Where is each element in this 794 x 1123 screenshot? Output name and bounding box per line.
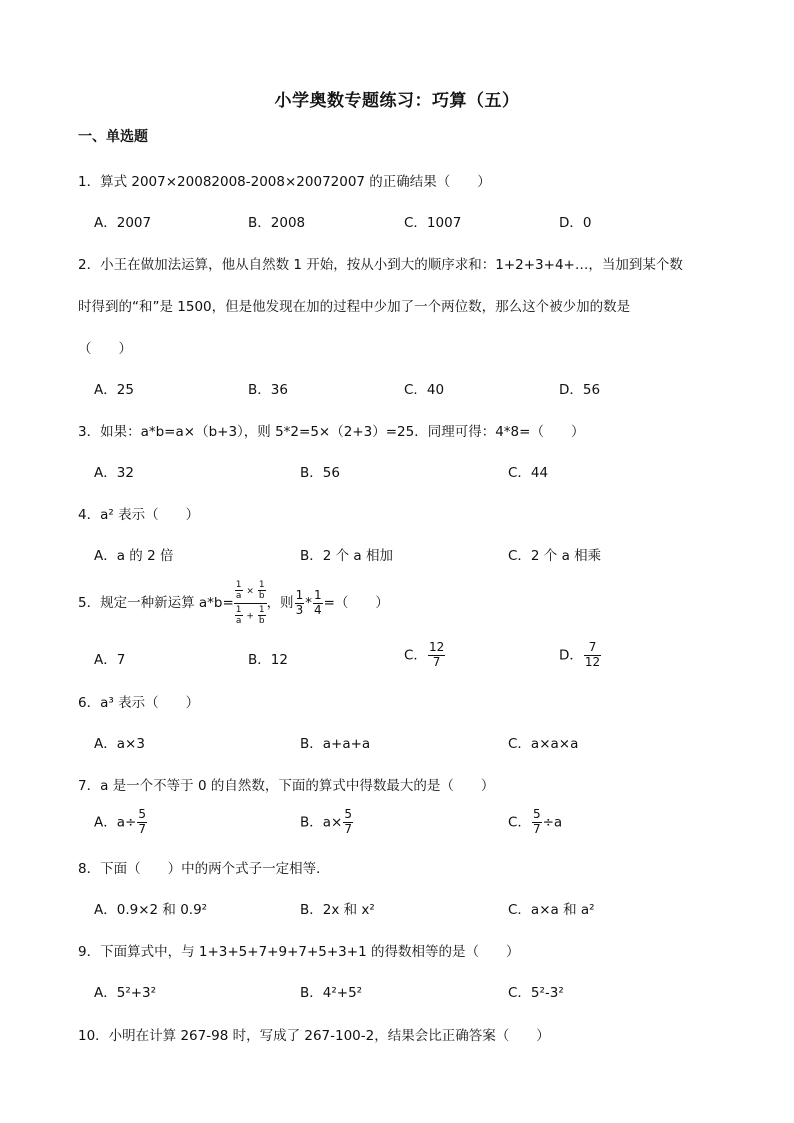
- q5-fraction-one-third: $\frac{1}{3}$: [295, 587, 304, 617]
- q8-option-c[interactable]: C．a×a 和 a²: [508, 902, 595, 918]
- question-1: 1．算式 2007×20082008-2008×20072007 的正确结果（ ）: [78, 174, 491, 190]
- question-10: 10．小明在计算 267-98 时，写成了 267-100-2，结果会比正确答案（ ）: [78, 1028, 550, 1044]
- q5-definition-fraction: $\frac{1}{a}$ × $\frac{1}{b}$ $\frac{1}{a}$ + $\frac{1}{b}$: [235, 580, 265, 627]
- question-2-line-1: 2．小王在做加法运算，他从自然数 1 开始，按从小到大的顺序求和：1+2+3+4+…，当加到某个数: [78, 257, 683, 273]
- q9-option-b[interactable]: B．4²+5²: [300, 985, 363, 1001]
- question-7: 7．a 是一个不等于 0 的自然数，下面的算式中得数最大的是（ ）: [78, 778, 495, 794]
- q5-option-c[interactable]: C． $\frac{12}{7}$: [404, 640, 445, 669]
- q5-suffix: =（ ）: [323, 595, 389, 612]
- section-heading: 一、单选题: [78, 129, 148, 145]
- q2-option-b[interactable]: B．36: [248, 382, 288, 398]
- q2-option-d[interactable]: D．56: [559, 382, 601, 398]
- q9-option-c[interactable]: C．5²-3²: [508, 985, 564, 1001]
- q5-fraction-one-fourth: $\frac{1}{4}$: [313, 587, 322, 617]
- q9-option-a[interactable]: A．5²+3²: [94, 985, 157, 1001]
- q4-option-a[interactable]: A．a 的 2 倍: [94, 548, 174, 564]
- q4-option-b[interactable]: B．2 个 a 相加: [300, 548, 393, 564]
- q5-prefix: 5．规定一种新运算 a*b=: [78, 595, 234, 612]
- q6-option-c[interactable]: C．a×a×a: [508, 736, 579, 752]
- q1-option-b[interactable]: B．2008: [248, 215, 306, 231]
- q3-option-b[interactable]: B．56: [300, 465, 340, 481]
- q5-option-b[interactable]: B．12: [248, 652, 288, 668]
- question-2-line-3: （ ）: [78, 341, 132, 357]
- q6-option-a[interactable]: A．a×3: [94, 736, 145, 752]
- q4-option-c[interactable]: C．2 个 a 相乘: [508, 548, 602, 564]
- question-5: [78, 580, 389, 626]
- q5-option-a[interactable]: A．7: [94, 652, 126, 668]
- q5-mid: ，则: [266, 595, 294, 612]
- q7-option-a[interactable]: A．a÷ $\frac{5}{7}$: [94, 807, 146, 836]
- q5-star: *: [305, 595, 312, 612]
- q6-option-b[interactable]: B．a+a+a: [300, 736, 371, 752]
- q8-option-a[interactable]: A．0.9×2 和 0.9²: [94, 902, 208, 918]
- q1-option-d[interactable]: D．0: [559, 215, 592, 231]
- question-8: 8．下面（ ）中的两个式子一定相等．: [78, 861, 330, 877]
- q8-option-b[interactable]: B．2x 和 x²: [300, 902, 375, 918]
- q1-option-a[interactable]: A．2007: [94, 215, 152, 231]
- q3-option-c[interactable]: C．44: [508, 465, 549, 481]
- q2-option-c[interactable]: C．40: [404, 382, 445, 398]
- q7-option-b[interactable]: B．a× $\frac{5}{7}$: [300, 807, 352, 836]
- question-6: 6．a³ 表示（ ）: [78, 695, 200, 711]
- q1-option-c[interactable]: C．1007: [404, 215, 462, 231]
- q5-option-d[interactable]: D． $\frac{7}{12}$: [559, 640, 601, 669]
- question-9: 9．下面算式中，与 1+3+5+7+9+7+5+3+1 的得数相等的是（ ）: [78, 944, 520, 960]
- q3-option-a[interactable]: A．32: [94, 465, 134, 481]
- page-title: 小学奥数专题练习：巧算（五）: [274, 91, 520, 111]
- q7-option-c[interactable]: C． $\frac{5}{7}$ ÷a: [508, 807, 563, 836]
- question-4: 4．a² 表示（ ）: [78, 507, 200, 523]
- q2-option-a[interactable]: A．25: [94, 382, 134, 398]
- question-2-line-2: 时得到的“和”是 1500，但是他发现在加的过程中少加了一个两位数，那么这个被少加的数是: [78, 299, 631, 315]
- question-3: 3．如果：a*b=a×（b+3），则 5*2=5×（2+3）=25．同理可得：4*8=（ ）: [78, 424, 585, 440]
